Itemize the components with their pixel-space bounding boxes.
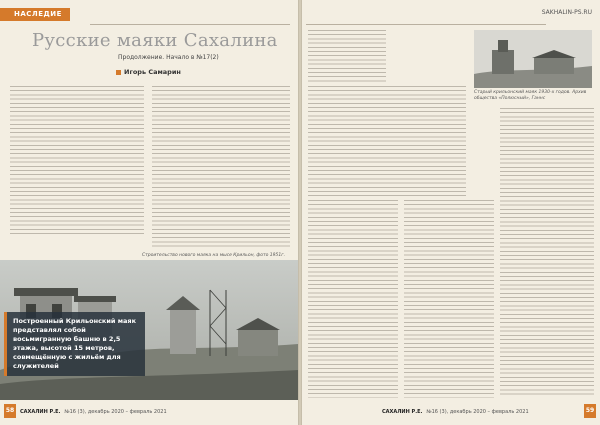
body-text-column-2 xyxy=(152,86,290,248)
right-body-text-column-3 xyxy=(500,108,594,398)
author-marker-icon xyxy=(116,70,121,75)
page-number-left: 58 xyxy=(4,404,16,418)
footer-issue-right: №16 (3), декабрь 2020 – февраль 2021 xyxy=(426,409,529,415)
article-title: Русские маяки Сахалина xyxy=(32,30,278,51)
section-tag: НАСЛЕДИЕ xyxy=(0,8,70,21)
footer-left xyxy=(20,406,167,418)
header-rule xyxy=(90,24,290,25)
article-author xyxy=(116,68,181,76)
footer-magazine-name: САХАЛИН Р.Е. xyxy=(20,409,61,415)
right-body-text-column-1a xyxy=(308,86,466,196)
right-page xyxy=(302,0,600,425)
pull-quote-banner: Построенный Крильонский маяк представлял собой восьмигранную башню в 2,5 этажа, высотой 15 метров, совмещённую с жильём для служителей xyxy=(4,312,145,376)
photo-caption-left: Строительство нового маяка на мысе Крильон, фото 1951г. xyxy=(142,253,286,258)
footer-magazine-name-right: САХАЛИН Р.Е. xyxy=(382,409,423,415)
right-body-text-column-1 xyxy=(308,200,398,398)
right-body-text-column-2 xyxy=(404,200,494,398)
footer-right xyxy=(382,406,529,418)
site-url: SAKHALIN-PS.RU xyxy=(541,9,592,16)
left-page xyxy=(0,0,298,425)
header-rule-right xyxy=(306,24,546,25)
page-number-right: 59 xyxy=(584,404,596,418)
right-body-text-top xyxy=(308,30,386,82)
photo-caption-right: Старый крильонский маяк 1930-х годов. Архив общества «Полюсный», Ганнс xyxy=(474,90,587,101)
old-lighthouse-photo xyxy=(474,30,592,88)
footer-issue: №16 (3), декабрь 2020 – февраль 2021 xyxy=(64,409,167,415)
old-lighthouse-photo-image xyxy=(474,30,592,88)
body-text-column-1 xyxy=(10,86,144,236)
article-subtitle: Продолжение. Начало в №17(2) xyxy=(118,54,219,61)
author-name: Игорь Самарин xyxy=(124,68,181,76)
